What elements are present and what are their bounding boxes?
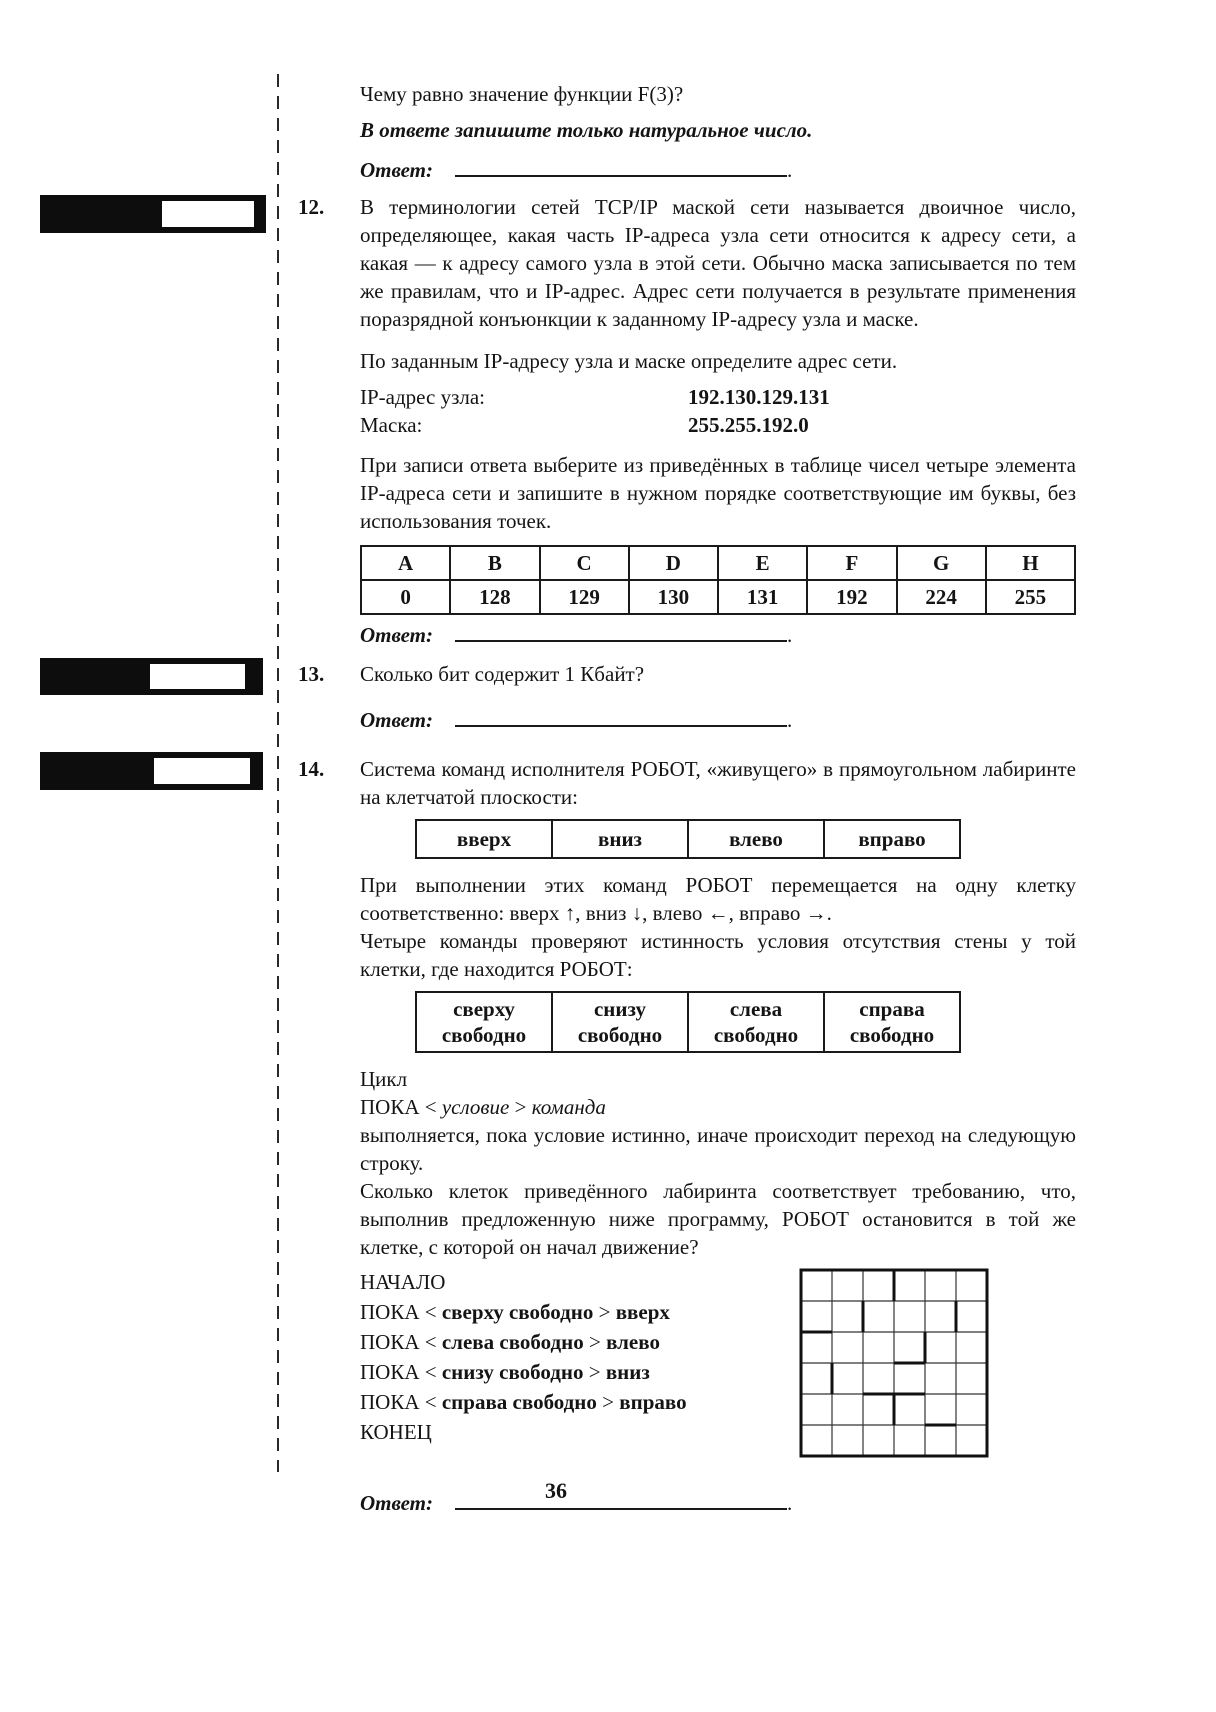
robot-conditions-table	[415, 991, 961, 1053]
answer-label: Ответ:	[360, 623, 433, 647]
robot-commands-table	[415, 819, 961, 859]
command-cell: вниз	[552, 820, 688, 858]
redaction-bar	[40, 658, 263, 695]
answer-blank-line	[455, 626, 787, 642]
question-intro	[360, 80, 1076, 184]
program-separator: >	[583, 1330, 607, 1354]
question-14	[298, 755, 1076, 1517]
program-condition: слева свободно	[441, 1330, 584, 1354]
command-cell: вправо	[824, 820, 960, 858]
answer-period: .	[787, 708, 793, 732]
mask-value: 255.255.192.0	[688, 413, 809, 437]
header-cell: D	[629, 546, 718, 580]
answer-blank-line	[455, 711, 787, 727]
program-command: влево	[606, 1330, 660, 1354]
header-cell: A	[361, 546, 450, 580]
answer-period: .	[787, 623, 793, 647]
header-cell: C	[540, 546, 629, 580]
cycle-syntax-line	[360, 1093, 1076, 1121]
program-command: вправо	[619, 1390, 687, 1414]
page-number: 36	[545, 1478, 567, 1503]
program-condition: снизу свободно	[441, 1360, 584, 1384]
intro-note-text: В ответе запишите только натуральное число.	[360, 118, 813, 142]
answer-label: Ответ:	[360, 1491, 433, 1515]
maze-figure	[798, 1267, 990, 1466]
q12-paragraph-1: В терминологии сетей TCP/IP маской сети называется двоичное число, определяющее, какая часть IP-адреса узла сети относится к адресу сети, а какая — к адресу самого узла в этой сети. Обычно маска записывается по тем же правилам, что и IP-адрес. Адрес сети получается в результате применения поразрядной конъюнкции к заданному IP-адресу узла и маске.	[360, 195, 1076, 331]
condition-word: свободно	[713, 1023, 799, 1047]
program-keyword: ПОКА <	[360, 1300, 442, 1324]
program-end: КОНЕЦ	[360, 1420, 432, 1444]
margin-dashed-line	[277, 74, 279, 1472]
answer-row	[360, 1489, 1076, 1517]
condition-cell	[824, 992, 960, 1052]
value-cell: 255	[986, 580, 1075, 614]
header-cell: F	[807, 546, 896, 580]
question-number: 14.	[298, 757, 325, 781]
q14-paragraph-3: Четыре команды проверяют истинность условия отсутствия стены у той клетки, где находится РОБОТ:	[360, 929, 1076, 981]
question-12	[298, 193, 1076, 649]
value-cell: 131	[718, 580, 807, 614]
program-separator: >	[596, 1390, 620, 1414]
answer-row	[360, 621, 1076, 649]
answer-period: .	[787, 1491, 793, 1515]
redaction-bar	[40, 752, 263, 790]
condition-word: сверху	[453, 997, 515, 1021]
answer-blank-line	[455, 1494, 787, 1510]
ip-address-value: 192.130.129.131	[688, 385, 830, 409]
answer-label: Ответ:	[360, 708, 433, 732]
q14-paragraph-5: Сколько клеток приведённого лабиринта соответствует требованию, что, выполнив предложенную ниже программу, РОБОТ остановится в той же клетке, с которой он начал движение?	[360, 1179, 1076, 1259]
value-cell: 129	[540, 580, 629, 614]
cycle-keyword: ПОКА <	[360, 1095, 442, 1119]
question-13	[298, 660, 1076, 734]
intro-question-text: Чему равно значение функции F(3)?	[360, 82, 684, 106]
redaction-bar	[40, 195, 266, 233]
condition-cell	[416, 992, 552, 1052]
program-keyword: ПОКА <	[360, 1390, 442, 1414]
ip-address-row	[360, 383, 1076, 411]
redaction-sticker	[154, 758, 250, 784]
redaction-sticker	[162, 201, 254, 227]
q12-paragraph-3: При записи ответа выберите из приведённых в таблице чисел четыре элемента IP-адреса сети и запишите в нужном порядке соответствующие им буквы, без использования точек.	[360, 453, 1076, 533]
q12-paragraph-2: По заданным IP-адресу узла и маске определите адрес сети.	[360, 349, 898, 373]
answer-row	[360, 706, 1076, 734]
robot-program-block	[360, 1267, 1076, 1479]
condition-word: свободно	[577, 1023, 663, 1047]
header-cell: H	[986, 546, 1075, 580]
value-cell: 0	[361, 580, 450, 614]
ip-address-label: IP-адрес узла:	[360, 385, 486, 409]
condition-word: свободно	[849, 1023, 935, 1047]
q14-paragraph-1: Система команд исполнителя РОБОТ, «живущего» в прямоугольном лабиринте на клетчатой плоскости:	[360, 757, 1076, 809]
program-separator: >	[583, 1360, 606, 1384]
question-number: 13.	[298, 662, 325, 686]
redaction-sticker	[150, 664, 245, 689]
table-value-row	[361, 580, 1075, 614]
program-separator: >	[593, 1300, 616, 1324]
program-keyword: ПОКА <	[360, 1330, 442, 1354]
mask-row	[360, 411, 1076, 439]
q14-paragraph-4: выполняется, пока условие истинно, иначе происходит переход на следующую строку.	[360, 1123, 1076, 1175]
command-cell: влево	[688, 820, 824, 858]
value-cell: 224	[897, 580, 986, 614]
program-condition: справа свободно	[441, 1390, 597, 1414]
condition-word: справа	[859, 997, 925, 1021]
cycle-separator: >	[509, 1095, 532, 1119]
program-condition: сверху свободно	[441, 1300, 594, 1324]
header-cell: G	[897, 546, 986, 580]
program-command: вниз	[605, 1360, 650, 1384]
program-keyword: ПОКА <	[360, 1360, 442, 1384]
answer-row	[360, 156, 1076, 184]
cycle-condition: условие	[441, 1095, 510, 1119]
mask-label: Маска:	[360, 413, 423, 437]
value-cell: 130	[629, 580, 718, 614]
value-cell: 192	[807, 580, 896, 614]
header-cell: E	[718, 546, 807, 580]
condition-cell	[688, 992, 824, 1052]
q13-text: Сколько бит содержит 1 Кбайт?	[360, 662, 645, 686]
program-command: вверх	[615, 1300, 670, 1324]
value-cell: 128	[450, 580, 539, 614]
answer-blank-line	[455, 161, 787, 177]
program-begin: НАЧАЛО	[360, 1270, 446, 1294]
cycle-label: Цикл	[360, 1067, 408, 1091]
question-number: 12.	[298, 195, 325, 219]
condition-word: слева	[729, 997, 783, 1021]
cycle-command: команда	[531, 1095, 606, 1119]
condition-cell	[552, 992, 688, 1052]
header-cell: B	[450, 546, 539, 580]
command-cell: вверх	[416, 820, 552, 858]
condition-word: свободно	[441, 1023, 527, 1047]
letters-table	[360, 545, 1076, 615]
answer-period: .	[787, 158, 793, 182]
q14-paragraph-2: При выполнении этих команд РОБОТ перемещается на одну клетку соответственно: вверх ↑, вниз ↓, влево ←, вправо →.	[360, 873, 1076, 925]
condition-word: снизу	[593, 997, 647, 1021]
table-header-row	[361, 546, 1075, 580]
answer-label: Ответ:	[360, 158, 433, 182]
